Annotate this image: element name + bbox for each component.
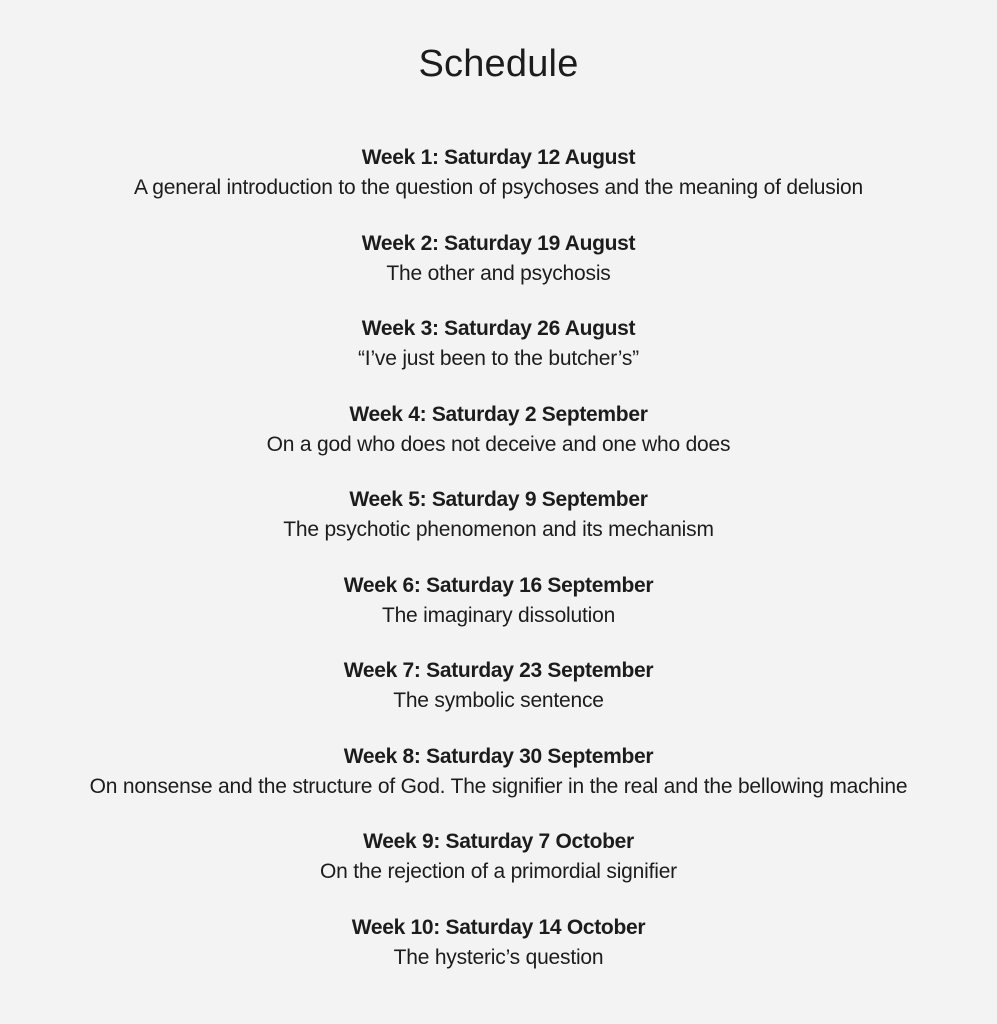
schedule-item-week-9	[0, 828, 997, 914]
week-topic: The hysteric’s question	[393, 945, 604, 969]
schedule-item-week-2	[0, 230, 997, 316]
schedule-item-week-10	[0, 914, 997, 1000]
week-heading: Week 3: Saturday 26 August	[361, 317, 636, 340]
week-topic: On nonsense and the structure of God. The signifier in the real and the bellowing machine	[89, 774, 908, 798]
week-topic: The imaginary dissolution	[381, 603, 616, 627]
week-heading: Week 1: Saturday 12 August	[361, 146, 636, 169]
schedule-item-week-3	[0, 315, 997, 401]
schedule-item-week-5	[0, 486, 997, 572]
week-heading: Week 4: Saturday 2 September	[349, 402, 648, 426]
week-topic: On the rejection of a primordial signifier	[320, 860, 677, 883]
schedule-list	[0, 144, 997, 999]
schedule-item-week-1	[0, 144, 997, 230]
week-heading: Week 5: Saturday 9 September	[349, 488, 648, 511]
schedule-item-week-6	[0, 572, 997, 658]
week-topic: The psychotic phenomenon and its mechanism	[283, 518, 714, 541]
week-topic: A general introduction to the question of psychoses and the meaning of delusion	[133, 176, 864, 199]
week-topic: The other and psychosis	[386, 261, 611, 285]
week-topic: On a god who does not deceive and one who does	[266, 432, 731, 456]
week-heading: Week 7: Saturday 23 September	[343, 659, 654, 682]
week-heading: Week 10: Saturday 14 October	[351, 915, 646, 939]
schedule-item-week-8	[0, 743, 997, 829]
week-heading: Week 8: Saturday 30 September	[343, 744, 654, 768]
week-topic: “I’ve just been to the butcher’s”	[358, 347, 639, 370]
week-topic: The symbolic sentence	[393, 689, 604, 712]
schedule-item-week-7	[0, 657, 997, 743]
page-title: Schedule	[418, 43, 579, 85]
week-heading: Week 9: Saturday 7 October	[363, 830, 634, 853]
week-heading: Week 2: Saturday 19 August	[361, 231, 636, 255]
week-heading: Week 6: Saturday 16 September	[343, 573, 654, 597]
schedule-item-week-4	[0, 401, 997, 487]
